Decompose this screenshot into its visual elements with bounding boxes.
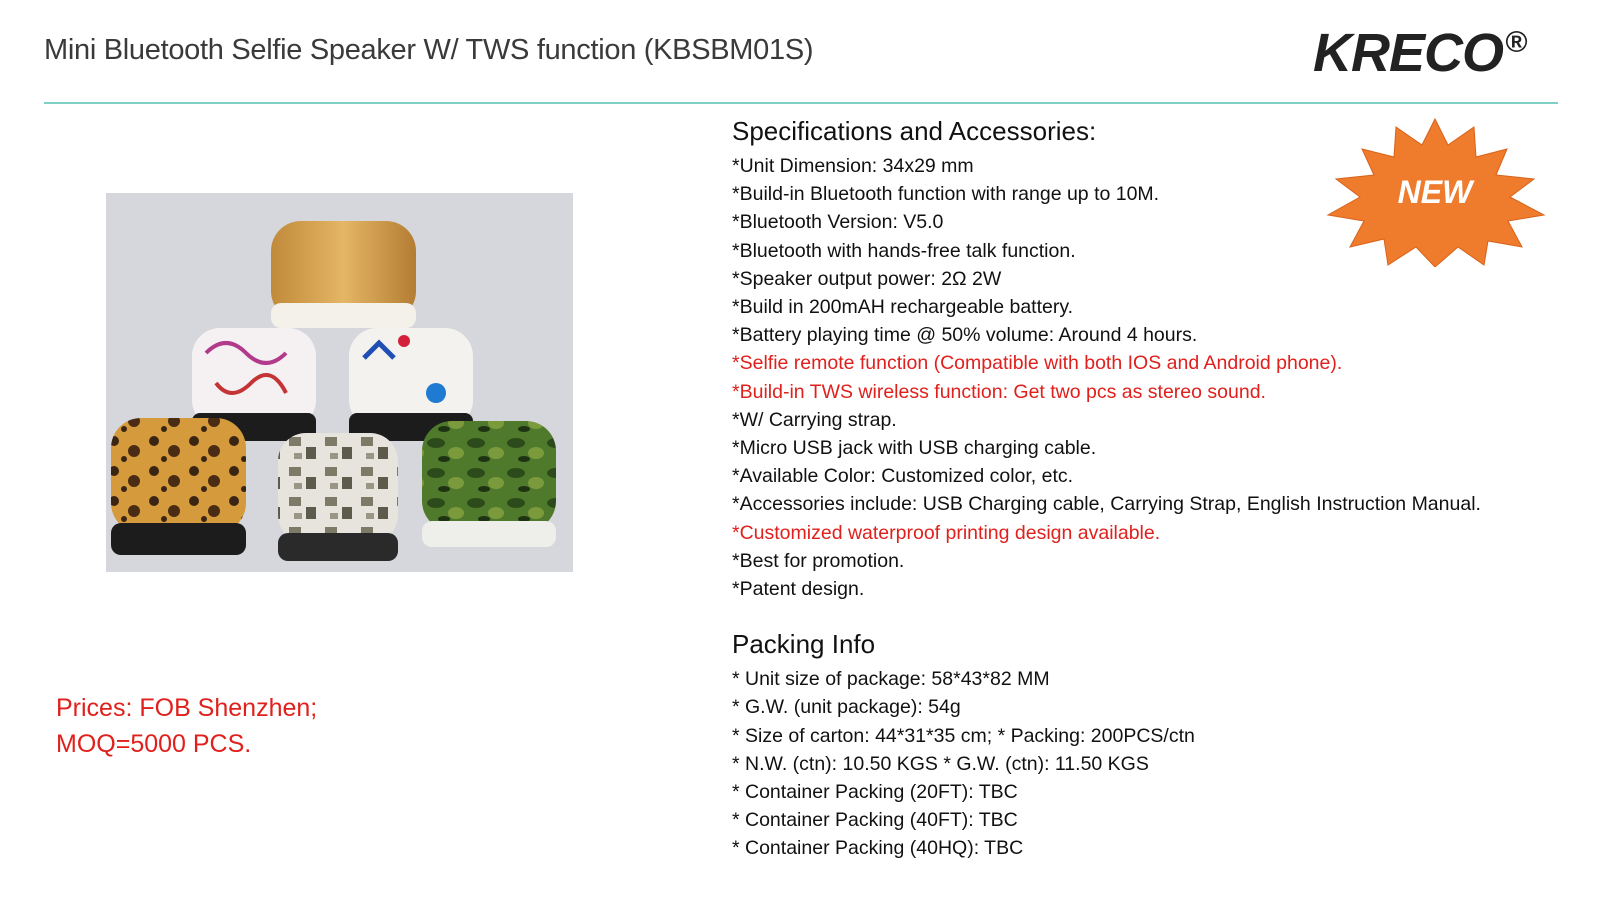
packing-item: * N.W. (ctn): 10.50 KGS * G.W. (ctn): 11.50 KGS: [732, 752, 1149, 775]
speaker-leopard: [111, 418, 246, 555]
registered-mark: ®: [1505, 26, 1527, 59]
spec-item: *Customized waterproof printing design available.: [732, 521, 1161, 544]
packing-item: * G.W. (unit package): 54g: [732, 696, 961, 719]
brand-name: KRECO: [1313, 23, 1504, 83]
title-divider: [44, 102, 1558, 104]
packing-heading: Packing Info: [732, 629, 876, 660]
packing-item: * Unit size of package: 58*43*82 MM: [732, 668, 1050, 691]
brand-logo: [1313, 22, 1526, 84]
spec-item: *Selfie remote function (Compatible with both IOS and Android phone).: [732, 352, 1343, 375]
price-block: [56, 690, 317, 762]
spec-item: *Micro USB jack with USB charging cable.: [732, 437, 1097, 460]
speaker-wood: [271, 221, 416, 328]
spec-item: *Available Color: Customized color, etc.: [732, 465, 1074, 488]
product-photo: [106, 193, 573, 572]
packing-item: * Container Packing (20FT): TBC: [732, 781, 1018, 804]
packing-item: * Container Packing (40FT): TBC: [732, 809, 1018, 832]
spec-item: *Patent design.: [732, 578, 865, 601]
spec-item: *Battery playing time @ 50% volume: Around 4 hours.: [732, 324, 1198, 347]
packing-item: * Size of carton: 44*31*35 cm; * Packing: 200PCS/ctn: [732, 724, 1195, 747]
spec-item: *Speaker output power: 2Ω 2W: [732, 267, 1002, 290]
spec-item: *Build-in TWS wireless function: Get two pcs as stereo sound.: [732, 380, 1266, 403]
speaker-camo-grey: [278, 433, 398, 561]
packing-list: [732, 665, 1592, 862]
packing-item: * Container Packing (40HQ): TBC: [732, 837, 1024, 860]
speaker-camo-green: [422, 421, 556, 547]
spec-item: *Bluetooth with hands-free talk function.: [732, 239, 1076, 262]
spec-item: *Build in 200mAH rechargeable battery.: [732, 296, 1074, 319]
spec-item: *W/ Carrying strap.: [732, 408, 897, 431]
new-badge-label: NEW: [1397, 173, 1473, 210]
spec-item: *Unit Dimension: 34x29 mm: [732, 155, 974, 177]
spec-item: *Build-in Bluetooth function with range up to 10M.: [732, 183, 1160, 206]
price-line: Prices: FOB Shenzhen;: [56, 694, 318, 722]
specs-heading: Specifications and Accessories:: [732, 116, 1097, 146]
moq-line: MOQ=5000 PCS.: [56, 730, 252, 758]
page-title: Mini Bluetooth Selfie Speaker W/ TWS function (KBSBM01S): [44, 34, 814, 66]
spec-item: *Accessories include: USB Charging cable, Carrying Strap, English Instruction Manual.: [732, 493, 1481, 516]
spec-item: *Best for promotion.: [732, 549, 905, 572]
spec-item: *Bluetooth Version: V5.0: [732, 211, 944, 234]
new-badge: [1324, 117, 1546, 267]
